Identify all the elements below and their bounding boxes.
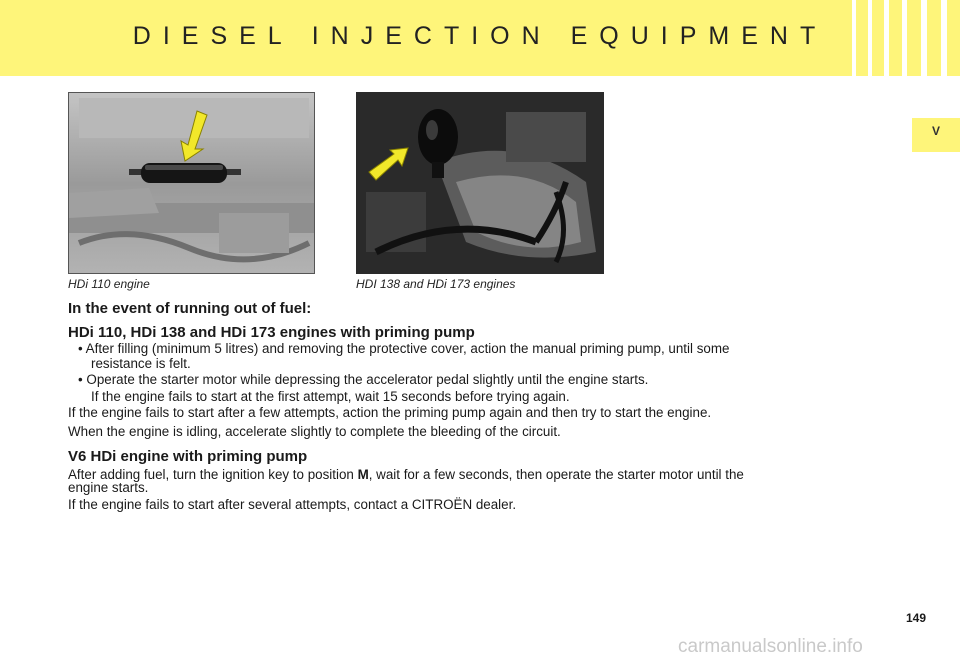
section-tab: V [912,118,960,152]
paragraph-continuation: engine starts. [68,480,149,495]
ignition-position: M [357,467,369,482]
bullet-item: • After filling (minimum 5 litres) and removing the protective cover, action the manual priming pump, until some [78,341,730,356]
section-heading: HDi 110, HDi 138 and HDi 173 engines with priming pump [68,324,475,341]
paragraph: When the engine is idling, accelerate slightly to complete the bleeding of the circuit. [68,424,561,439]
paragraph: If the engine fails to start after several attempts, contact a CITROËN dealer. [68,497,517,512]
main-heading: In the event of running out of fuel: [68,300,312,317]
bullet-item-continuation: resistance is felt. [91,356,191,371]
engine-photo-hdi138-173 [356,92,604,274]
watermark: carmanualsonline.info [678,636,863,657]
paragraph [68,468,892,482]
section-heading: V6 HDi engine with priming pump [68,448,308,465]
engine-photo-hdi110 [68,92,315,274]
page-title: DIESEL INJECTION EQUIPMENT [132,22,828,50]
paragraph-text: After adding fuel, turn the ignition key to position [68,467,358,482]
figure-caption: HDI 138 and HDi 173 engines [356,277,516,291]
bullet-item: • Operate the starter motor while depressing the accelerator pedal slightly until the engine starts. [78,372,649,387]
paragraph: If the engine fails to start after a few attempts, action the priming pump again and then try to start the engine. [68,405,712,420]
paragraph-text: , wait for a few seconds, then operate the starter motor until the [368,467,744,482]
priming-pump-bulb [418,109,458,165]
page-number: 149 [906,611,927,625]
bullet-note: If the engine fails to start at the first attempt, wait 15 seconds before trying again. [91,389,570,404]
figure-caption: HDi 110 engine [68,277,150,291]
